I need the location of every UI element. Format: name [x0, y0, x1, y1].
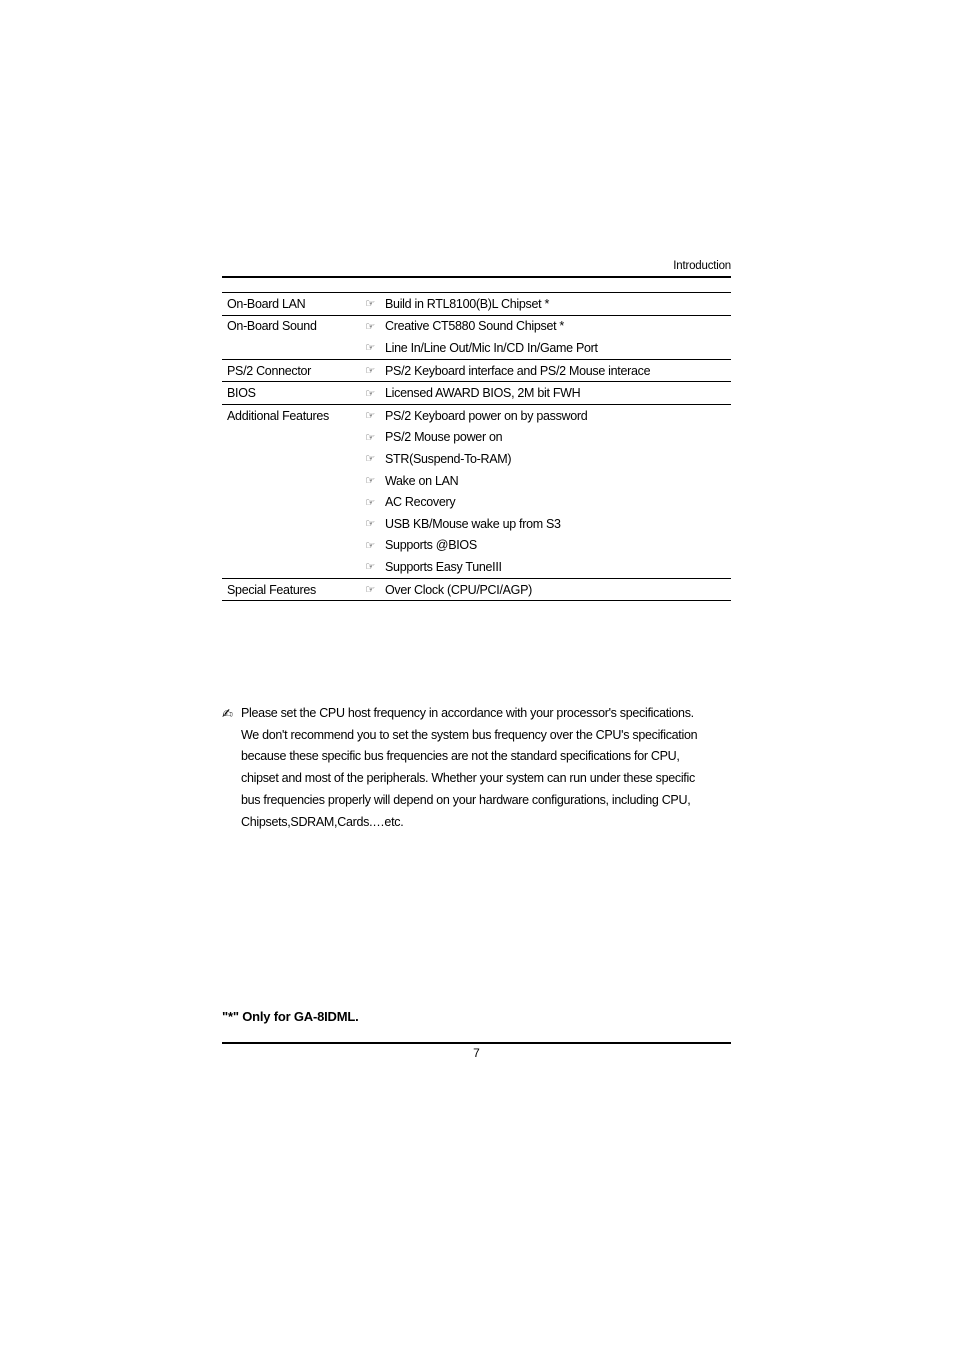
spec-group [222, 579, 731, 602]
spec-value: Over Clock (CPU/PCI/AGP) [385, 582, 532, 597]
spec-label: Special Features [227, 582, 316, 597]
note-text: because these specific bus frequencies are not the standard specifications for CPU, [241, 749, 680, 764]
spec-group [222, 293, 731, 316]
spec-value: Wake on LAN [385, 473, 459, 488]
spec-value: Licensed AWARD BIOS, 2M bit FWH [385, 386, 581, 401]
spec-value: Line In/Line Out/Mic In/CD In/Game Port [385, 340, 598, 355]
note-text: bus frequencies properly will depend on your hardware configurations, including CPU, [241, 792, 691, 807]
spec-row [222, 513, 731, 535]
spec-row [222, 556, 731, 578]
spec-row [222, 382, 731, 404]
spec-row [222, 337, 731, 359]
spec-group [222, 382, 731, 405]
spec-label: PS/2 Connector [227, 363, 312, 378]
pointing-hand-icon: ☞ [365, 584, 375, 597]
note-text: We don't recommend you to set the system bus frequency over the CPU's specification [241, 727, 698, 742]
page-number: 7 [473, 1046, 480, 1060]
note-text: chipset and most of the peripherals. Whether your system can run under these specific [241, 771, 695, 786]
cpu-frequency-note [222, 703, 722, 833]
note-line [222, 725, 722, 747]
pointing-hand-icon: ☞ [365, 453, 375, 466]
pointing-hand-icon: ☞ [365, 342, 375, 355]
spec-row [222, 293, 731, 315]
note-line [222, 812, 722, 834]
spec-value: Build in RTL8100(B)L Chipset * [385, 296, 550, 311]
writing-hand-icon: ✍ [222, 706, 233, 721]
spec-row [222, 470, 731, 492]
spec-label: On-Board LAN [227, 296, 306, 311]
spec-value: PS/2 Keyboard interface and PS/2 Mouse interace [385, 363, 651, 378]
spec-row [222, 491, 731, 513]
pointing-hand-icon: ☞ [365, 539, 375, 552]
pointing-hand-icon: ☞ [365, 518, 375, 531]
pointing-hand-icon: ☞ [365, 365, 375, 378]
spec-value: Supports @BIOS [385, 538, 477, 553]
note-line [222, 790, 722, 812]
spec-row [222, 427, 731, 449]
pointing-hand-icon: ☞ [365, 320, 375, 333]
spec-value: Creative CT5880 Sound Chipset * [385, 319, 564, 334]
spec-row [222, 535, 731, 557]
header-rule [222, 276, 731, 278]
pointing-hand-icon: ☞ [365, 387, 375, 400]
spec-label: Additional Features [227, 408, 330, 423]
spec-value: PS/2 Keyboard power on by password [385, 408, 588, 423]
spec-row [222, 316, 731, 338]
spec-value: Supports Easy TuneIII [385, 559, 502, 574]
spec-row [222, 448, 731, 470]
pointing-hand-icon: ☞ [365, 561, 375, 574]
spec-row [222, 360, 731, 382]
pointing-hand-icon: ☞ [365, 410, 375, 423]
spec-label: On-Board Sound [227, 319, 317, 334]
spec-group [222, 360, 731, 383]
spec-value: AC Recovery [385, 495, 456, 510]
note-line [222, 768, 722, 790]
pointing-hand-icon: ☞ [365, 298, 375, 311]
note-text: Chipsets,SDRAM,Cards.…etc. [241, 814, 404, 829]
section-header: Introduction [673, 260, 731, 272]
footer-rule [222, 1042, 731, 1044]
spec-row [222, 405, 731, 427]
footnote: "*" Only for GA-8IDML. [222, 1009, 359, 1024]
pointing-hand-icon: ☞ [365, 475, 375, 488]
spec-group [222, 405, 731, 579]
note-text: Please set the CPU host frequency in accordance with your processor's specifications. [241, 706, 694, 720]
note-line [222, 746, 722, 768]
spec-value: USB KB/Mouse wake up from S3 [385, 516, 561, 531]
spec-group [222, 316, 731, 360]
spec-table [222, 292, 731, 601]
spec-label: BIOS [227, 386, 256, 401]
pointing-hand-icon: ☞ [365, 431, 375, 444]
spec-value: PS/2 Mouse power on [385, 430, 503, 445]
spec-row [222, 579, 731, 601]
note-line [222, 703, 722, 725]
pointing-hand-icon: ☞ [365, 496, 375, 509]
spec-value: STR(Suspend-To-RAM) [385, 451, 512, 466]
